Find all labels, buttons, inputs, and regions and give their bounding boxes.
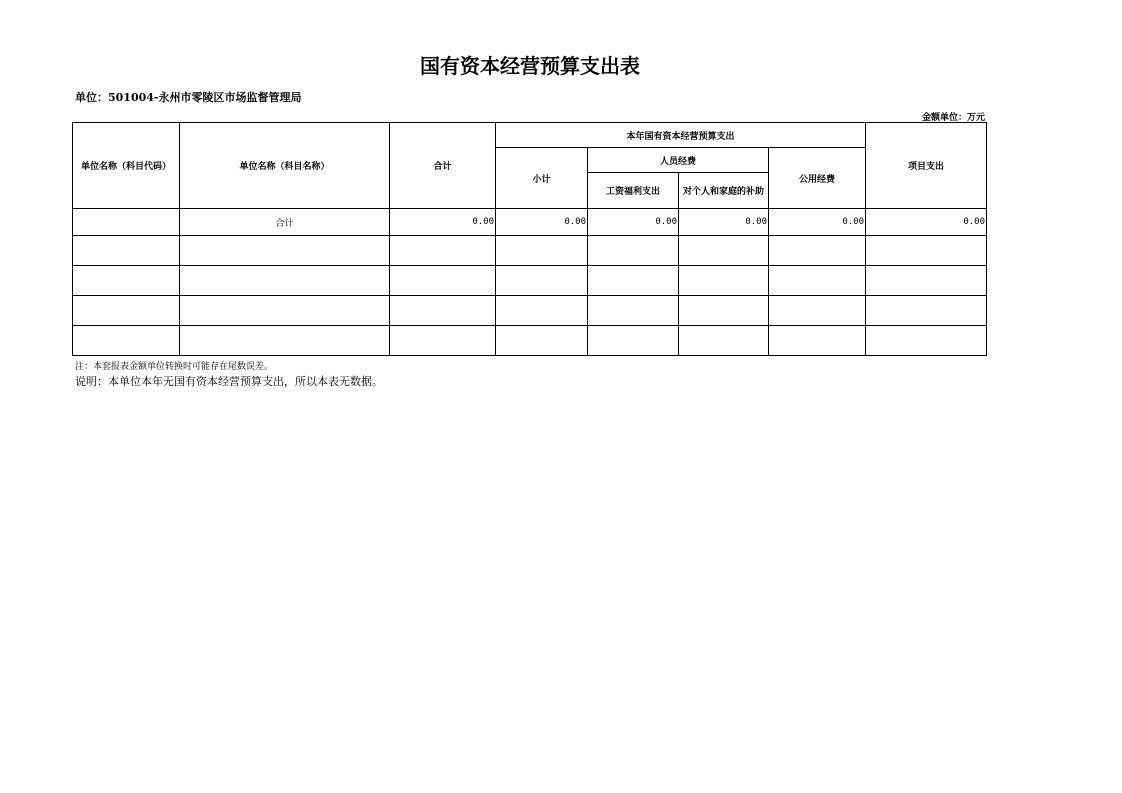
cell-total-amount: 0.00: [390, 209, 496, 236]
header-public-expense: 公用经费: [769, 148, 866, 209]
cell-total-project: 0.00: [866, 209, 987, 236]
cell-total-salary: 0.00: [588, 209, 679, 236]
header-salary-welfare: 工资福利支出: [588, 173, 679, 209]
header-subtotal: 小计: [496, 148, 588, 209]
explanation-text: 说明：本单位本年无国有资本经营预算支出，所以本表无数据。: [75, 375, 383, 388]
header-current-year-group: 本年国有资本经营预算支出: [496, 123, 866, 148]
table-row-empty: [73, 236, 987, 266]
cell-total-subsidy: 0.00: [679, 209, 769, 236]
amount-unit-label: 金额单位：万元: [921, 113, 985, 123]
header-household-subsidy: 对个人和家庭的补助: [679, 173, 769, 209]
cell-total-code: [73, 209, 180, 236]
cell-total-public: 0.00: [769, 209, 866, 236]
footnote: 注：本套报表金额单位转换时可能存在尾数误差。: [75, 362, 274, 372]
header-project-expense: 项目支出: [866, 123, 987, 209]
cell-total-subtotal: 0.00: [496, 209, 588, 236]
page-title: 国有资本经营预算支出表: [420, 54, 640, 78]
table-row-empty: [73, 326, 987, 356]
table-row-total: [73, 209, 987, 236]
budget-expenditure-table: [72, 122, 987, 356]
cell-total-label: 合计: [180, 209, 390, 236]
header-unit-name: 单位名称（科目名称）: [180, 123, 390, 209]
table-row-empty: [73, 266, 987, 296]
header-unit-code: 单位名称（科目代码）: [73, 123, 180, 209]
header-personnel-group: 人员经费: [588, 148, 769, 173]
table-row-empty: [73, 296, 987, 326]
header-total: 合计: [390, 123, 496, 209]
unit-label: 单位：501004-永州市零陵区市场监督管理局: [75, 91, 302, 104]
